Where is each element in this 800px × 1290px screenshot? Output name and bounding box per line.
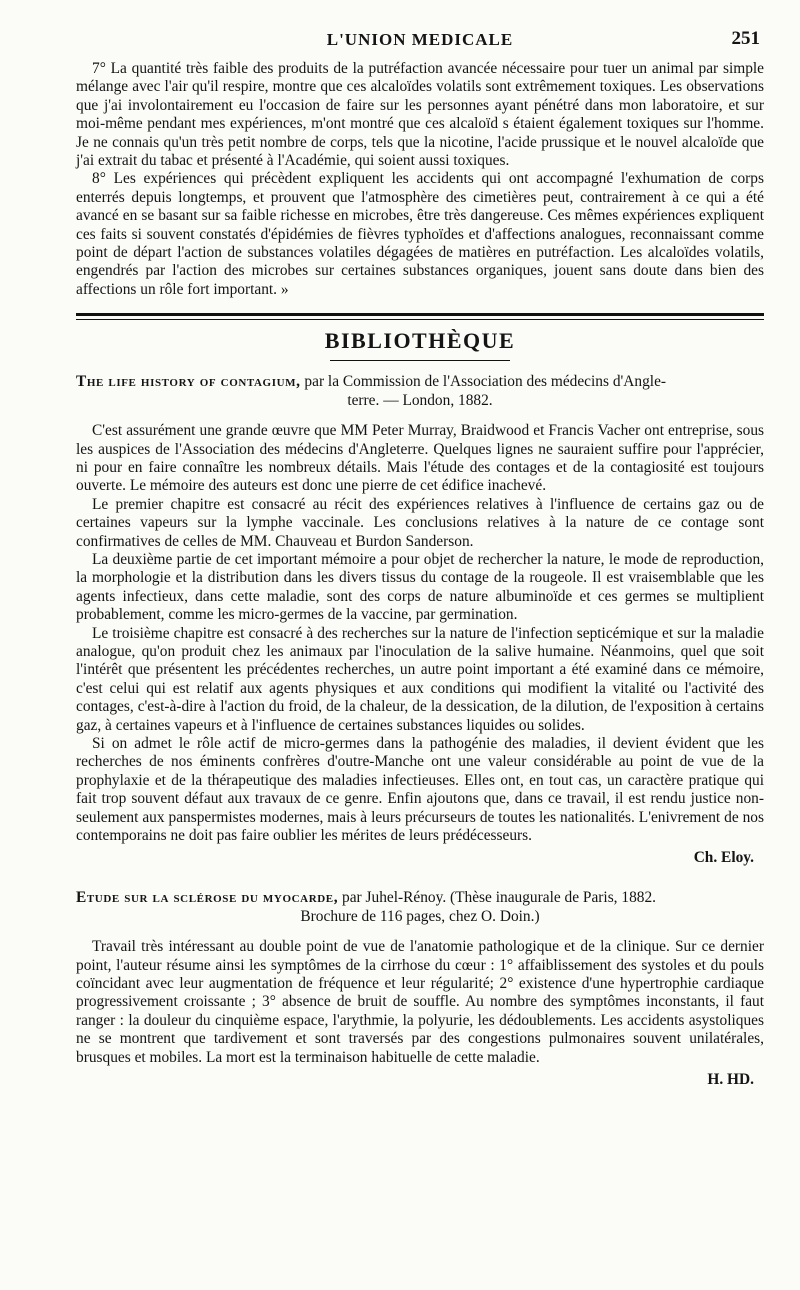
section-title: BIBLIOTHÈQUE: [324, 328, 516, 354]
review-paragraph: C'est assurément une grande œuvre que MM Peter Murray, Braidwood et Francis Vacher ont entreprise, sous les auspices de l'Association des médecins d'Angleterre. Quelques lignes ne sauraient suffire pour l'apprécier, ni pour en faire connaître les nombreux détails. Mais l'étude des contages et de la contagiosité est toujours ouverte. Le mémoire des auteurs est donc une pierre de cet édifice inachevé.: [76, 422, 764, 495]
review-paragraph: La deuxième partie de cet important mémoire a pour objet de rechercher la nature, le mode de reproduction, la morphologie et la distribution dans les divers tissus du contage de la rougeole. Il est vraisemblable que les agents infectieux, dans cette maladie, sont des corps de nature albuminoïde et ces germes se multiplient probablement, comme les micro-germes de la vaccine, par germination.: [76, 550, 764, 624]
review-title: The life history of contagium,: [76, 373, 301, 391]
review-signature: Ch. Eloy.: [693, 849, 754, 867]
review-paragraph: Si on admet le rôle actif de micro-germes dans la pathogénie des maladies, il devient évident que les recherches de nos éminents confrères d'outre-Manche ont une valeur considérable au point de vue de la prophylaxie et de la thérapeutique des maladies infectieuses. Elles ont, en tout cas, un caractère pratique qui fait trop souvent défaut aux travaux de ce genre. Enfin ajoutons que, dans ce travail, il est rendu justice non-seulement aux panspermistes modernes, mais à leurs précurseurs de toutes les nationalités. L'enivrement de nos contemporains ne doit pas faire oublier les mérites de leurs prédécesseurs.: [76, 735, 764, 845]
review-paragraph: Le troisième chapitre est consacré à des recherches sur la nature de l'infection septicémique et sur la maladie analogue, qu'on produit chez les animaux par l'inoculation de la salive humaine. Néanmoins, quel que soit l'intérêt que présentent les précédentes recherches, un autre point important a été examiné dans ce mémoire, c'est celui qui est relatif aux agents physiques et aux conditions qui modifient la vitalité ou l'activité des contages, c'est-à-dire à l'action du froid, de la chaleur, de la dessication, de la dilution, de l'exposition à certains gaz, à certaines vapeurs et à l'influence de certaines substances liquides ou solides.: [76, 624, 764, 734]
page-number: 251: [731, 28, 760, 49]
review-citation: par Juhel-Rénoy. (Thèse inaugurale de Paris, 1882.: [338, 889, 657, 907]
section-divider: [76, 313, 764, 320]
review-title: Etude sur la sclérose du myocarde,: [76, 889, 339, 907]
review-signature: H. HD.: [707, 1071, 754, 1089]
review-heading-contagium: [76, 373, 764, 410]
review-body-myocarde: [76, 938, 764, 1067]
review-citation-continued: terre. — London, 1882.: [347, 391, 493, 409]
page-header: [76, 22, 764, 60]
review-citation-continued: Brochure de 116 pages, chez O. Doin.): [300, 907, 540, 925]
review-heading-myocarde: [76, 889, 764, 926]
paragraph-item-7: 7° La quantité très faible des produits de la putréfaction avancée nécessaire pour tuer un animal par simple mélange avec l'air qu'il respire, montre que ces alcaloïdes volatils sont extrêmement toxiques. Les observations que j'ai involontairement eu l'occasion de faire sur les personnes ayant pénétré dans mon laboratoire, et sur moi-même pendant mes expériences, m'ont montré que ces alcaloïd s étaient également toxiques sur l'homme. Je ne connais qu'un très petit nombre de corps, tels que la nicotine, l'acide prussique et le nouvel alcaloïde que j'ai extrait du tabac et présenté à l'Académie, qui soient aussi toxiques.: [76, 60, 764, 170]
title-underline: [330, 360, 510, 361]
running-title: L'UNION MEDICALE: [326, 30, 514, 49]
review-citation: par la Commission de l'Association des médecins d'Angle-: [300, 373, 667, 391]
paragraph-item-8: 8° Les expériences qui précèdent expliquent les accidents qui ont accompagné l'exhumation de corps enterrés depuis longtemps, et prouvent que l'atmosphère des cimetières peut, contrairement à ce qui a été avancé en se basant sur sa faible richesse en microbes, être très dangereuse. Ces mêmes expériences expliquent ces faits si souvent constatés d'épidémies de fièvres typhoïdes et d'affections analogues, reconnaissant comme point de départ l'action de substances volatiles dégagées de matières en putréfaction. Les alcaloïdes volatils, engendrés par l'action des microbes sur certaines substances organiques, jouent sans doute dans bien des affections un rôle fort important. »: [76, 170, 764, 298]
review-body-contagium: [76, 422, 764, 845]
review-paragraph: Travail très intéressant au double point de vue de l'anatomie pathologique et de la clinique. Sur ce dernier point, l'auteur résume ainsi les symptômes de la cirrhose du cœur : 1° affaiblissement des systoles et du pouls coïncidant avec leur augmentation de fréquence et leur régularité; 2° existence d'une hypertrophie cardiaque progressivement croissante ; 3° absence de bruit de souffle. Au nombre des symptômes inconstants, il faut ranger : la douleur du cinquième espace, l'arythmie, la polyurie, les dédoublements. Les accidents asystoliques ne se montrent que tardivement et sont traversés par des congestions pulmonaires souvent unilatérales, brusques et mobiles. La mort est la terminaison habituelle de cette maladie.: [76, 938, 764, 1066]
review-paragraph: Le premier chapitre est consacré au récit des expériences relatives à l'influence de certains gaz ou de certaines vapeurs sur la lymphe vaccinale. Les conclusions relatives à la nature de ce contage sont confirmatives de celles de MM. Chauveau et Burdon Sanderson.: [76, 495, 764, 550]
